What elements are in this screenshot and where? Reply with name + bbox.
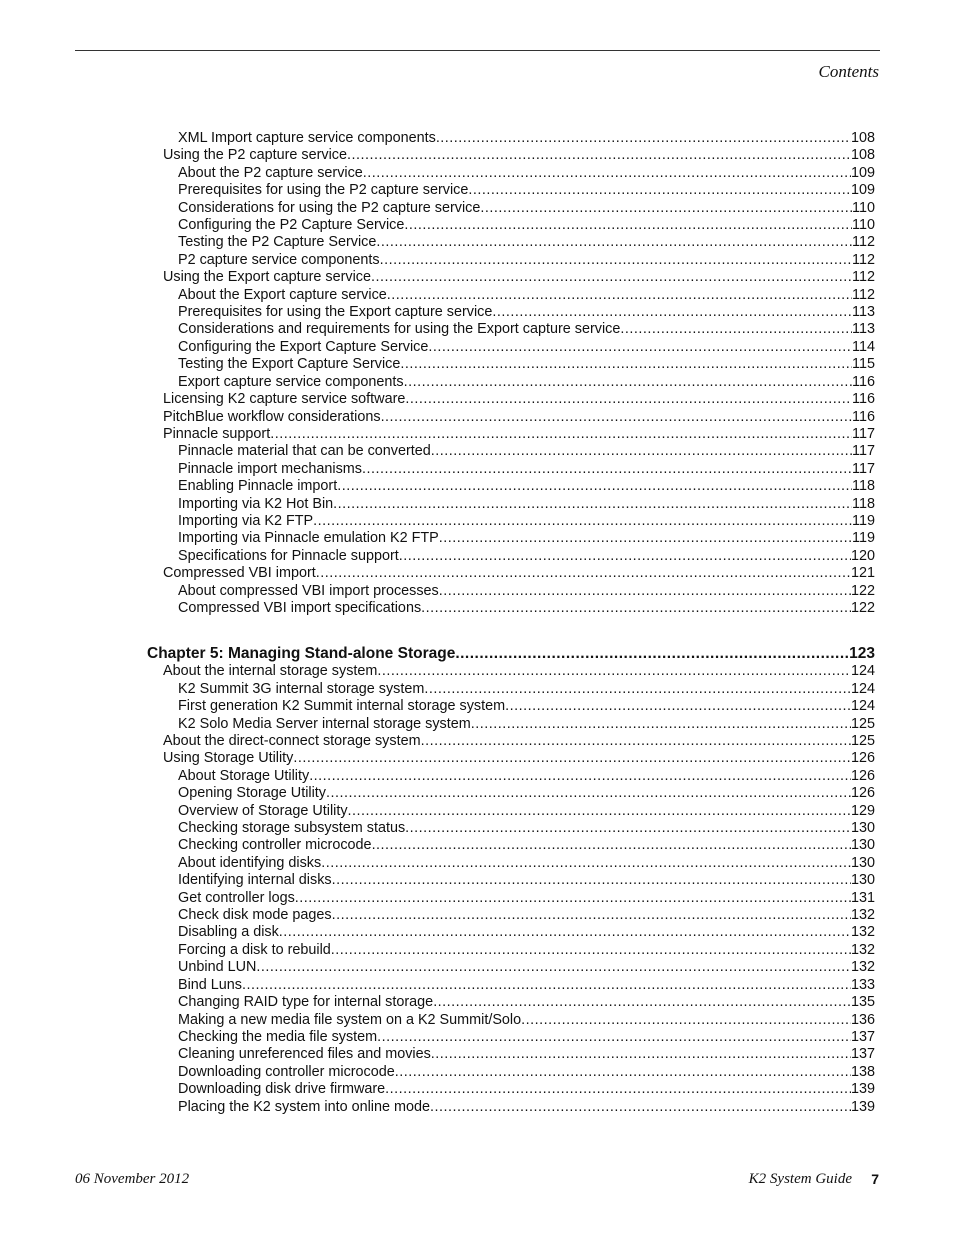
toc-entry[interactable] [147, 872, 875, 889]
toc-entry[interactable] [147, 785, 875, 802]
toc-leader-dots [371, 269, 852, 286]
toc-entry-title: About the Export capture service [178, 286, 387, 303]
toc-entry-page: 116 [852, 373, 875, 390]
toc-entry-title: Compressed VBI import [163, 565, 316, 582]
toc-entry[interactable] [147, 339, 875, 356]
toc-entry-title: Importing via Pinnacle emulation K2 FTP [178, 530, 439, 547]
toc-entry[interactable] [147, 1012, 875, 1029]
toc-leader-dots [309, 768, 851, 785]
toc-entry-page: 129 [850, 802, 875, 819]
toc-leader-dots [421, 600, 851, 617]
toc-entry-page: 137 [850, 1028, 875, 1045]
toc-entry[interactable] [147, 409, 875, 426]
toc-entry-title: Forcing a disk to rebuild [178, 941, 331, 958]
toc-entry[interactable] [147, 750, 875, 767]
toc-entry-title: Downloading disk drive firmware [178, 1081, 386, 1098]
toc-entry-title: Checking the media file system [178, 1028, 378, 1045]
toc-entry-page: 132 [850, 941, 875, 958]
toc-entry[interactable] [147, 461, 875, 478]
toc-entry-page: 117 [852, 443, 875, 460]
toc-entry-title: Cleaning unreferenced files and movies [178, 1046, 431, 1063]
toc-entry[interactable] [147, 837, 875, 854]
toc-leader-dots [362, 461, 852, 478]
toc-entry[interactable] [147, 733, 875, 750]
toc-leader-dots [455, 644, 849, 663]
toc-entry-title: Downloading controller microcode [178, 1063, 395, 1080]
toc-entry-page: 117 [852, 460, 875, 477]
toc-leader-dots [377, 1029, 851, 1046]
toc-leader-dots [405, 820, 851, 837]
toc-entry[interactable] [147, 496, 875, 513]
toc-leader-dots [270, 426, 852, 443]
toc-entry-title: Changing RAID type for internal storage [178, 994, 434, 1011]
toc-entry[interactable] [147, 287, 875, 304]
toc-entry[interactable] [147, 356, 875, 373]
toc-leader-dots [430, 1099, 851, 1116]
toc-entry-page: 137 [850, 1046, 875, 1063]
toc-entry-title: Prerequisites for using the P2 capture service [178, 182, 469, 199]
toc-entry-page: 116 [852, 391, 875, 408]
toc-leader-dots [348, 803, 851, 820]
toc-leader-dots [405, 391, 852, 408]
toc-entry-page: 126 [850, 785, 875, 802]
toc-leader-dots [428, 339, 852, 356]
toc-leader-dots [331, 942, 851, 959]
toc-entry[interactable] [147, 768, 875, 785]
toc-entry-page: 112 [852, 286, 875, 303]
toc-entry[interactable] [147, 600, 875, 617]
toc-entry[interactable] [147, 165, 875, 182]
toc-entry-page: 138 [850, 1063, 875, 1080]
toc-entry-title: About the internal storage system [163, 663, 378, 680]
toc-entry-page: 112 [852, 234, 875, 251]
toc-entry[interactable] [147, 217, 875, 234]
toc-leader-dots [313, 513, 852, 530]
toc-entry-page: 121 [850, 565, 875, 582]
toc-entry-title: Testing the Export Capture Service [178, 356, 401, 373]
toc-entry[interactable] [147, 942, 875, 959]
toc-entry[interactable] [147, 565, 875, 582]
toc-entry-page: 113 [852, 321, 875, 338]
toc-entry-title: Pinnacle material that can be converted [178, 443, 431, 460]
toc-entry-title: Testing the P2 Capture Service [178, 234, 377, 251]
toc-entry[interactable] [147, 994, 875, 1011]
footer-date: 06 November 2012 [75, 1171, 190, 1187]
toc-entry[interactable] [147, 391, 875, 408]
toc-entry[interactable] [147, 269, 875, 286]
toc-chapter-entry[interactable] [147, 644, 875, 663]
toc-entry-title: About the direct-connect storage system [163, 733, 421, 749]
toc-entry-page: 130 [850, 820, 875, 837]
toc-entry-title: Unbind LUN [178, 959, 257, 976]
toc-entry-page: 119 [852, 530, 875, 547]
table-of-contents [147, 130, 875, 1116]
toc-entry[interactable] [147, 1099, 875, 1116]
toc-entry-title: Get controller logs [178, 889, 295, 906]
toc-entry-page: 110 [852, 199, 875, 216]
toc-entry-page: 124 [850, 680, 875, 697]
toc-entry-title: Configuring the P2 Capture Service [178, 217, 405, 234]
footer-guide-title: K2 System Guide [748, 1171, 852, 1187]
toc-leader-dots [293, 750, 851, 767]
toc-entry-title: Opening Storage Utility [178, 785, 326, 802]
toc-entry-title: K2 Solo Media Server internal storage system [178, 715, 471, 732]
toc-entry-title: Using the Export capture service [163, 269, 371, 286]
toc-entry[interactable] [147, 1046, 875, 1063]
toc-leader-dots [321, 855, 851, 872]
toc-entry-title: Enabling Pinnacle import [178, 478, 338, 495]
toc-entry-page: 132 [850, 959, 875, 976]
toc-entry[interactable] [147, 548, 875, 565]
toc-entry[interactable] [147, 252, 875, 269]
toc-entry-title: Identifying internal disks [178, 872, 332, 889]
toc-leader-dots [505, 698, 851, 715]
toc-leader-dots [395, 1064, 851, 1081]
toc-entry[interactable] [147, 182, 875, 199]
toc-entry-title: Bind Luns [178, 976, 243, 993]
toc-entry-title: Compressed VBI import specifications [178, 599, 422, 616]
toc-entry-title: About Storage Utility [178, 767, 310, 784]
toc-leader-dots [372, 837, 851, 854]
toc-entry-page: 112 [852, 269, 875, 286]
toc-entry-title: Pinnacle support [163, 425, 271, 442]
toc-leader-dots [480, 200, 852, 217]
toc-entry-page: 130 [850, 837, 875, 854]
toc-entry[interactable] [147, 374, 875, 391]
toc-leader-dots [421, 733, 851, 750]
toc-entry-page: 113 [852, 304, 875, 321]
toc-entry[interactable] [147, 663, 875, 680]
toc-leader-dots [439, 583, 851, 600]
toc-entry-title: Disabling a disk [178, 924, 279, 941]
toc-entry-title: XML Import capture service components [178, 130, 436, 146]
toc-entry-page: 126 [850, 767, 875, 784]
toc-leader-dots [400, 356, 852, 373]
toc-leader-dots [492, 304, 852, 321]
toc-entry-page: 125 [850, 733, 875, 749]
toc-leader-dots [439, 530, 852, 547]
toc-entry-page: 126 [850, 750, 875, 767]
toc-entry[interactable] [147, 977, 875, 994]
toc-entry-page: 122 [850, 599, 875, 616]
toc-leader-dots [436, 130, 851, 147]
toc-entry[interactable] [147, 200, 875, 217]
toc-leader-dots [242, 977, 851, 994]
toc-entry-title: Checking controller microcode [178, 837, 372, 854]
toc-leader-dots [404, 217, 852, 234]
toc-entry-title: Chapter 5: Managing Stand-alone Storage [147, 645, 456, 663]
toc-entry-title: Considerations for using the P2 capture service [178, 199, 481, 216]
toc-entry-title: Placing the K2 system into online mode [178, 1098, 430, 1115]
toc-leader-dots [431, 1046, 851, 1063]
toc-entry-page: 124 [850, 663, 875, 680]
toc-leader-dots [404, 374, 852, 391]
toc-entry-page: 135 [850, 994, 875, 1011]
toc-entry-page: 132 [850, 924, 875, 941]
toc-entry-page: 108 [850, 147, 875, 164]
toc-entry[interactable] [147, 426, 875, 443]
toc-leader-dots [337, 478, 852, 495]
toc-entry[interactable] [147, 681, 875, 698]
toc-leader-dots [433, 994, 851, 1011]
toc-entry-title: Using the P2 capture service [163, 147, 347, 164]
header-rule [75, 50, 880, 51]
toc-leader-dots [387, 287, 852, 304]
toc-leader-dots [295, 890, 851, 907]
toc-entry[interactable] [147, 147, 875, 164]
toc-entry-title: Making a new media file system on a K2 Summit/Solo [178, 1011, 522, 1028]
toc-entry[interactable] [147, 1029, 875, 1046]
toc-leader-dots [380, 252, 852, 269]
toc-entry-page: 120 [850, 547, 875, 564]
toc-entry[interactable] [147, 855, 875, 872]
toc-entry-page: 123 [849, 645, 875, 663]
toc-entry-title: Considerations and requirements for using the Export capture service [178, 321, 621, 338]
toc-entry[interactable] [147, 443, 875, 460]
toc-entry-title: Export capture service components [178, 373, 404, 390]
toc-entry-title: Specifications for Pinnacle support [178, 547, 399, 564]
toc-leader-dots [620, 321, 852, 338]
toc-entry[interactable] [147, 530, 875, 547]
toc-entry[interactable] [147, 321, 875, 338]
toc-entry[interactable] [147, 234, 875, 251]
toc-entry-title: PitchBlue workflow considerations [163, 408, 381, 425]
toc-entry-title: Prerequisites for using the Export capture service [178, 304, 493, 321]
toc-entry-title: Licensing K2 capture service software [163, 391, 406, 408]
toc-entry[interactable] [147, 890, 875, 907]
toc-entry-page: 125 [850, 715, 875, 732]
toc-leader-dots [385, 1081, 851, 1098]
toc-leader-dots [381, 409, 852, 426]
toc-leader-dots [521, 1012, 851, 1029]
toc-entry-title: Check disk mode pages [178, 907, 332, 924]
toc-entry-title: Importing via K2 FTP [178, 512, 314, 529]
footer-page-number: 7 [871, 1171, 879, 1187]
toc-entry-title: About identifying disks [178, 854, 322, 871]
toc-entry[interactable] [147, 1081, 875, 1098]
toc-entry-page: 139 [850, 1081, 875, 1098]
toc-leader-dots [399, 548, 851, 565]
toc-entry-title: Importing via K2 Hot Bin [178, 495, 334, 512]
toc-leader-dots [256, 959, 851, 976]
toc-entry-page: 130 [850, 854, 875, 871]
toc-entry[interactable] [147, 304, 875, 321]
toc-entry[interactable] [147, 959, 875, 976]
toc-entry-page: 132 [850, 907, 875, 924]
toc-leader-dots [424, 681, 851, 698]
toc-entry[interactable] [147, 803, 875, 820]
toc-leader-dots [468, 182, 851, 199]
toc-entry[interactable] [147, 698, 875, 715]
toc-entry-page: 117 [852, 425, 875, 442]
toc-leader-dots [326, 785, 851, 802]
toc-entry[interactable] [147, 478, 875, 495]
toc-leader-dots [279, 924, 851, 941]
toc-entry[interactable] [147, 513, 875, 530]
toc-entry-title: Using Storage Utility [163, 750, 294, 767]
toc-entry-page: 131 [850, 889, 875, 906]
toc-leader-dots [431, 443, 852, 460]
toc-leader-dots [376, 234, 852, 251]
toc-entry[interactable] [147, 716, 875, 733]
toc-entry-title: Pinnacle import mechanisms [178, 460, 362, 477]
toc-entry-page: 133 [850, 976, 875, 993]
toc-entry[interactable] [147, 1064, 875, 1081]
toc-leader-dots [316, 565, 851, 582]
toc-entry-page: 118 [852, 495, 875, 512]
toc-entry-title: Checking storage subsystem status [178, 820, 406, 837]
toc-entry-title: About compressed VBI import processes [178, 582, 439, 599]
toc-entry-page: 136 [850, 1011, 875, 1028]
running-header-title: Contents [818, 62, 879, 81]
toc-entry-page: 112 [852, 251, 875, 268]
toc-entry-page: 110 [852, 217, 875, 234]
toc-entry-page: 109 [850, 164, 875, 181]
toc-entry-page: 115 [852, 356, 875, 373]
toc-leader-dots [332, 872, 851, 889]
toc-entry[interactable] [147, 583, 875, 600]
toc-entry-page: 116 [852, 408, 875, 425]
toc-entry-page: 119 [852, 512, 875, 529]
toc-entry[interactable] [147, 907, 875, 924]
toc-entry-page: 108 [850, 130, 875, 146]
toc-entry[interactable] [147, 924, 875, 941]
toc-entry-title: Overview of Storage Utility [178, 802, 348, 819]
toc-entry-title: About the P2 capture service [178, 164, 363, 181]
toc-leader-dots [347, 147, 851, 164]
toc-entry-page: 114 [852, 338, 875, 355]
toc-entry-title: First generation K2 Summit internal storage system [178, 698, 506, 715]
toc-entry-page: 118 [852, 478, 875, 495]
toc-entry-title: K2 Summit 3G internal storage system [178, 680, 425, 697]
toc-entry-page: 124 [850, 698, 875, 715]
toc-leader-dots [332, 907, 851, 924]
toc-entry-page: 122 [850, 582, 875, 599]
toc-entry-page: 139 [850, 1098, 875, 1115]
toc-entry[interactable] [147, 130, 875, 147]
toc-leader-dots [363, 165, 851, 182]
toc-entry-page: 130 [850, 872, 875, 889]
toc-entry[interactable] [147, 820, 875, 837]
toc-entry-title: P2 capture service components [178, 251, 380, 268]
toc-entry-title: Configuring the Export Capture Service [178, 338, 429, 355]
toc-leader-dots [333, 496, 852, 513]
toc-leader-dots [377, 663, 851, 680]
toc-entry-page: 109 [850, 182, 875, 199]
toc-leader-dots [471, 716, 851, 733]
